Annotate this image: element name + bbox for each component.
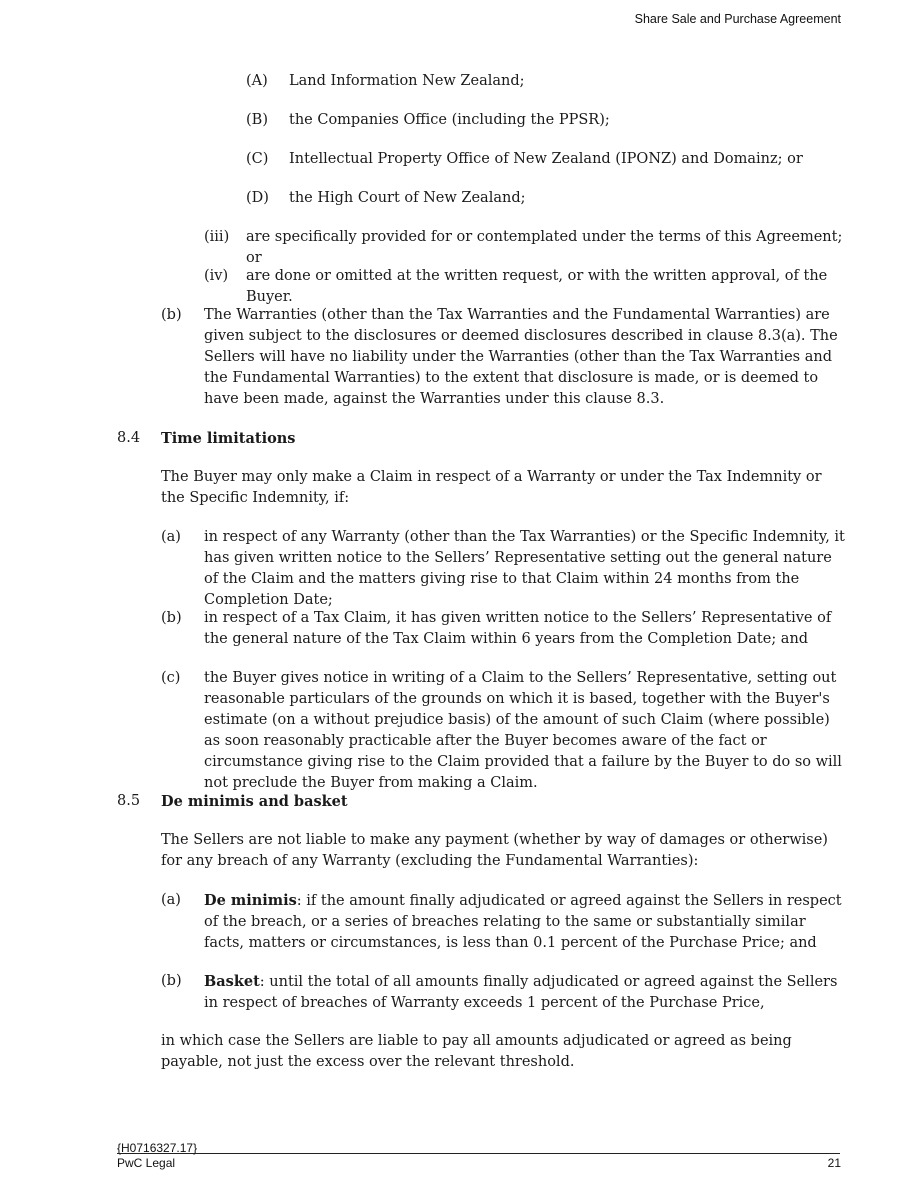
- item-number: (A): [246, 73, 268, 89]
- running-header: Share Sale and Purchase Agreement: [634, 12, 841, 26]
- item-number: (D): [246, 190, 269, 206]
- item-text: [204, 890, 846, 954]
- clause-heading: Time limitations: [161, 430, 296, 447]
- item-number: (iii): [204, 229, 230, 245]
- footer-firm: PwC Legal: [117, 1156, 176, 1170]
- item-number: (b): [161, 973, 182, 989]
- document-reference: {H0716327.17}: [117, 1141, 198, 1155]
- clause-number: 8.5: [117, 793, 141, 809]
- page-number: 21: [827, 1156, 841, 1170]
- item-number: (b): [161, 307, 182, 323]
- item-text: Intellectual Property Office of New Zealand (IPONZ) and Domainz; or: [289, 151, 803, 167]
- clause-intro: The Sellers are not liable to make any payment (whether by way of damages or otherwise) for any breach of any Warranty (excluding the Fundamental Warranties):: [161, 832, 828, 869]
- footer-rule: [117, 1153, 840, 1154]
- item-text: in respect of a Tax Claim, it has given written notice to the Sellers’ Representative of the general nature of the Tax Claim within 6 years from the Completion Date; and: [204, 610, 832, 647]
- clause-intro: The Buyer may only make a Claim in respect of a Warranty or under the Tax Indemnity or the Specific Indemnity, if:: [161, 469, 822, 506]
- closing-text: in which case the Sellers are liable to pay all amounts adjudicated or agreed as being payable, not just the excess over the relevant threshold.: [161, 1033, 792, 1070]
- item-number: (c): [161, 670, 181, 686]
- item-number: (a): [161, 529, 181, 545]
- item-text: are done or omitted at the written request, or with the written approval, of the Buyer.: [246, 268, 828, 305]
- clause-heading: De minimis and basket: [161, 793, 348, 810]
- item-body: : until the total of all amounts finally adjudicated or agreed against the Sellers in respect of breaches of Warranty exceeds 1 percent of the Purchase Price,: [204, 974, 838, 1011]
- item-text: Land Information New Zealand;: [289, 73, 525, 89]
- item-text: the Buyer gives notice in writing of a Claim to the Sellers’ Representative, setting out reasonable particulars of the grounds on which it is based, together with the Buyer's estimate (on a without prejudice basis) of the amount of such Claim (where possible) as soon reasonably practicable after the Buyer becomes aware of the fact or circumstance giving rise to the Claim provided that a failure by the Buyer to do so will not preclude the Buyer from making a Claim.: [204, 670, 842, 791]
- clause-number: 8.4: [117, 430, 141, 446]
- item-body: : if the amount finally adjudicated or agreed against the Sellers in respect of the breach, or a series of breaches relating to the same or substantially similar facts, matters or circumstances, is less than 0.1 percent of the Purchase Price; and: [204, 893, 842, 951]
- item-text: are specifically provided for or contemplated under the terms of this Agreement; or: [246, 229, 843, 266]
- item-text: in respect of any Warranty (other than the Tax Warranties) or the Specific Indemnity, it has given written notice to the Sellers’ Representative setting out the general nature of the Claim and the matters giving rise to that Claim within 24 months from the Completion Date;: [204, 529, 845, 608]
- item-text: The Warranties (other than the Tax Warranties and the Fundamental Warranties) are given subject to the disclosures or deemed disclosures described in clause 8.3(a). The Sellers will have no liability under the Warranties (other than the Tax Warranties and the Fundamental Warranties) to the extent that disclosure is made, or is deemed to have been made, against the Warranties under this clause 8.3.: [204, 307, 838, 407]
- item-number: (iv): [204, 268, 229, 284]
- item-number: (b): [161, 610, 182, 626]
- defined-term: De minimis: [204, 892, 297, 909]
- item-number: (C): [246, 151, 269, 167]
- item-text: [204, 971, 846, 1014]
- item-number: (B): [246, 112, 268, 128]
- item-text: the Companies Office (including the PPSR);: [289, 112, 610, 128]
- item-text: the High Court of New Zealand;: [289, 190, 526, 206]
- item-number: (a): [161, 892, 181, 908]
- defined-term: Basket: [204, 973, 260, 990]
